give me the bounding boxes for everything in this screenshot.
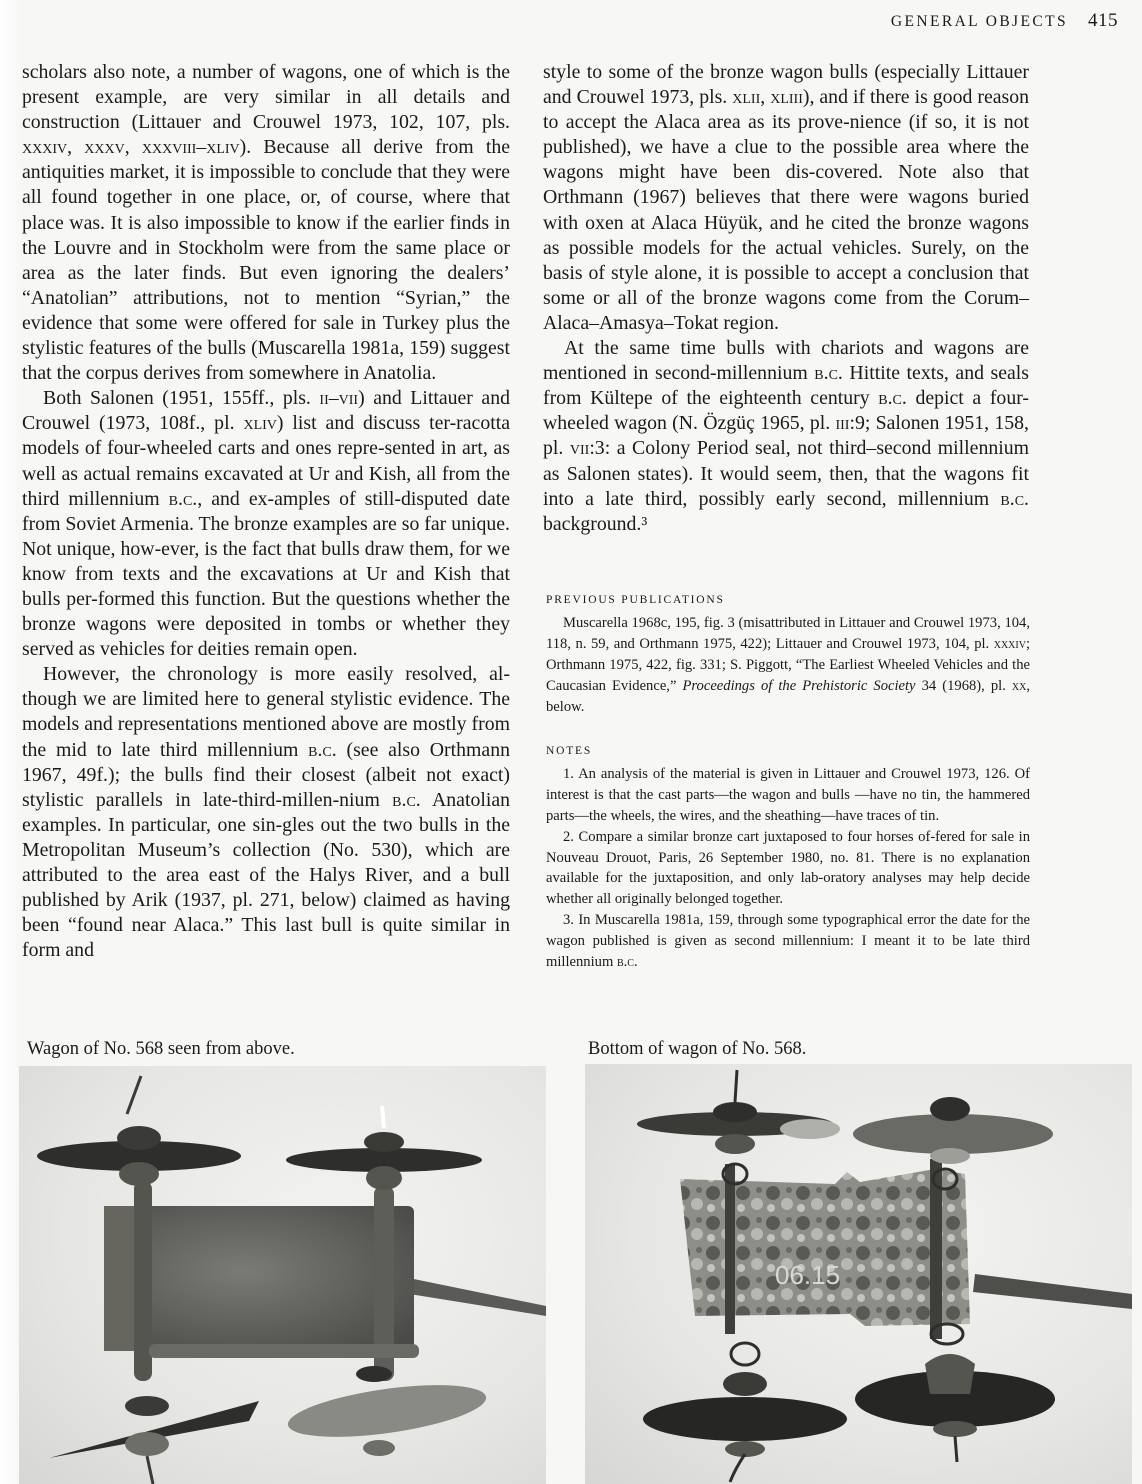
journal-title: Proceedings of the Prehistoric Society	[682, 677, 916, 694]
previous-publications-text	[546, 613, 1030, 718]
figure-caption-top-view: Wagon of No. 568 seen from above.	[27, 1039, 295, 1059]
figure-caption-bottom-view: Bottom of wagon of No. 568.	[588, 1039, 807, 1059]
body-paragraph: However, the chronology is more easily resolved, al-though we are limited here to general stylistic evidence. The models and representations mentioned above are mostly from the mid to late third millennium b.c. (see also Orthmann 1967, 49f.); the bulls find their closest (albeit not exact) stylistic parallels in late-third-millen-nium b.c. Anatolian examples. In particular, one sin-gles out the two bulls in the Metropolitan Museum’s collection (No. 530), which are attributed to the area east of the Halys River, and a bull published by Arik (1937, pl. 271, below) claimed as having been “found near Alaca.” This last bull is quite similar in form and	[22, 663, 510, 962]
page-edge	[0, 0, 20, 1484]
body-paragraph: Both Salonen (1951, 155ff., pls. ii–vii) and Littauer and Crouwel (1973, 108f., pl. xliv) list and discuss ter-racotta models of four-wheeled carts and ones repre-sented in art, as well as actual remains excavated at Ur and Kish, all from the third millennium b.c., and ex-amples of still-disputed date from Soviet Armenia. The bronze examples are so far unique. Not unique, how-ever, is the fact that bulls draw them, for we know from texts and the excavations at Ur and Kish that bulls per-formed this function. But the questions whether the bronze wagons were deposited in tombs or whether they served as vehicles for deities remain open.	[22, 387, 510, 661]
citation-text: 34 (1968), pl. xx, below.	[546, 677, 1030, 715]
note-item: 3. In Muscarella 1981a, 159, through some typographical error the date for the wagon published is given as second millennium: I meant it to be late third millennium b.c.	[546, 912, 1030, 971]
body-paragraph: At the same time bulls with chariots and wagons are mentioned in second-millennium b.c. Hittite texts, and seals from Kültepe of the eighteenth century b.c. depict a four-wheeled wagon (N. Özgüç 1965, pl. iii:9; Salonen 1951, 158, pl. vii:3: a Colony Period seal, not third–second millennium as Salonen states). It would seem, then, that the wagons fit into a late third, possibly early second, millennium b.c. background.³	[543, 337, 1029, 535]
photo-wagon-top-view	[19, 1066, 546, 1484]
running-head-title: GENERAL OBJECTS	[890, 13, 1068, 30]
running-head	[891, 10, 1118, 32]
wagon-bottom-view-illustration	[585, 1064, 1132, 1484]
previous-publications	[546, 590, 1030, 717]
page-number: 415	[1088, 10, 1118, 31]
photo-wagon-bottom-view	[585, 1064, 1132, 1484]
inventory-inscription: 06.15	[775, 1260, 841, 1290]
body-paragraph: style to some of the bronze wagon bulls (especially Littauer and Crouwel 1973, pls. xlii, xliii), and if there is good reason to accept the Alaca area as its prove-nience (if so, it is not published), we have a clue to the possible area where the wagons might have been dis-covered. Note also that Orthmann (1967) believes that there were wagons buried with oxen at Alaca Hüyük, and he cited the bronze wagons as possible models for the actual vehicles. Surely, on the basis of style alone, it is possible to accept a conclusion that some or all of the bronze wagons come from the Corum–Alaca–Amasya–Tokat region.	[543, 61, 1029, 334]
previous-publications-heading: PREVIOUS PUBLICATIONS	[546, 594, 725, 606]
notes-heading: NOTES	[546, 745, 593, 757]
right-text-column	[543, 60, 1029, 537]
note-item: 2. Compare a similar bronze cart juxtaposed to four horses of-fered for sale in Nouveau Drouot, Paris, 26 September 1980, no. 81. There is no explanation available for the juxtaposition, and only lab-oratory analyses may help decide whether all originally belonged together.	[546, 828, 1030, 908]
body-paragraph: scholars also note, a number of wagons, one of which is the present example, are very similar in all details and construction (Littauer and Crouwel 1973, 102, 107, pls. xxxiv, xxxv, xxxviii–xliv). Because all derive from the antiquities market, it is impossible to conclude that they were all found together in one place, or, of course, where that place was. It is also impossible to know if the earlier finds in the Louvre and in Stockholm were from the same place or area as the later finds. But even ignoring the dealers’ “Anatolian” attributions, not to mention “Syrian,” the evidence that some were offered for sale in Turkey plus the stylistic features of the bulls (Muscarella 1981a, 159) suggest that the corpus derives from somewhere in Anatolia.	[22, 61, 511, 385]
citation-text: Muscarella 1968c, 195, fig. 3 (misattributed in Littauer and Crouwel 1973, 104, 118, n. 59, and Orthmann 1975, 422); Littauer and Crouwel 1973, 104, pl. xxxiv; Orthmann 1975, 422, fig. 331; S. Piggott, “The Earliest Wheeled Vehicles and the Caucasian Evidence,”	[546, 614, 1030, 694]
wagon-top-view-illustration	[19, 1066, 546, 1484]
left-text-column	[22, 60, 510, 963]
notes-section	[546, 741, 1030, 973]
note-item: 1. An analysis of the material is given in Littauer and Crouwel 1973, 126. Of interest is that the cast parts—the wagon and bulls —have no tin, the hammered parts—the wheels, the wires, and the sheathing—have traces of tin.	[546, 765, 1030, 824]
